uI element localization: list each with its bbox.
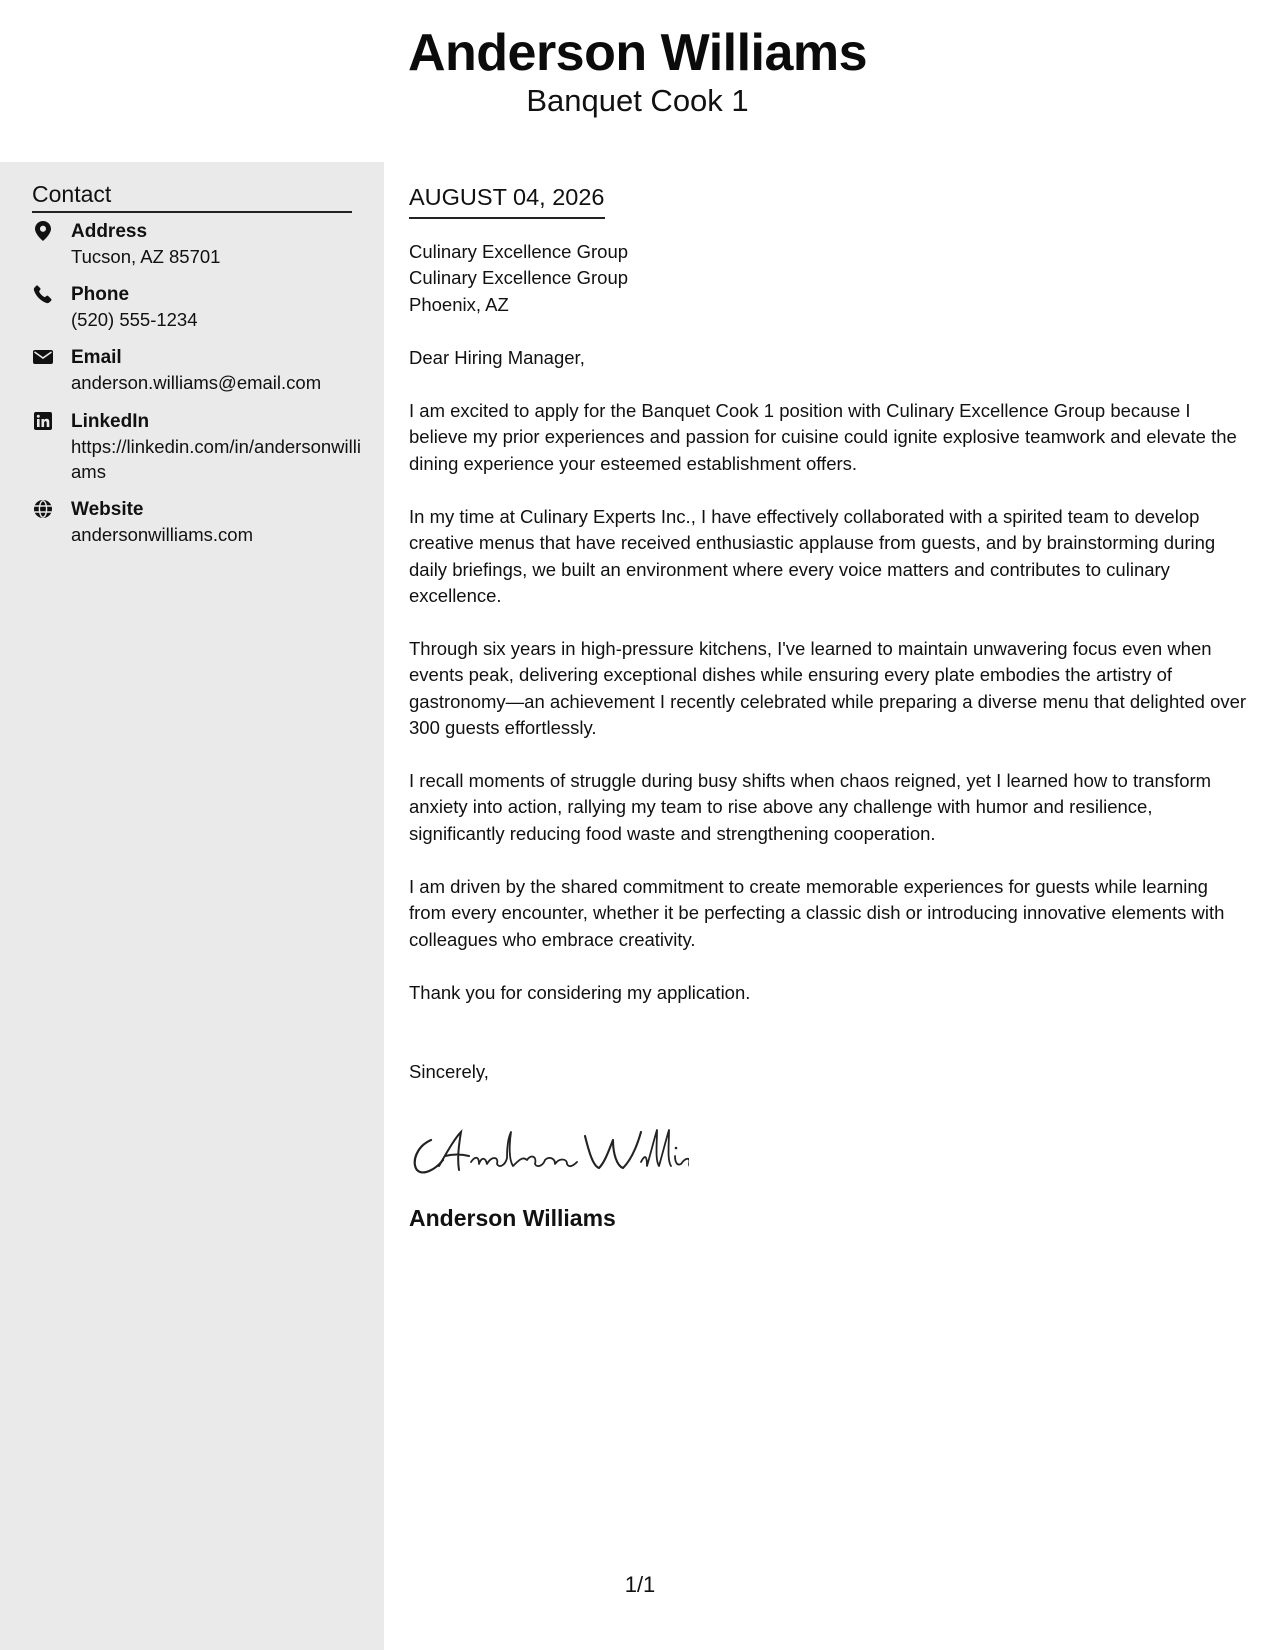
letter-header [0,0,1275,162]
applicant-name: Anderson Williams [407,24,868,82]
address-label: Address [71,221,148,242]
email-icon [32,346,54,368]
contact-sidebar [0,162,384,1650]
recipient-block [409,239,1249,318]
email-label: Email [71,347,122,368]
page-number: 1/1 [624,1572,656,1597]
linkedin-label: LinkedIn [71,411,150,432]
salutation: Dear Hiring Manager, [409,347,585,368]
closing: Sincerely, [409,1061,489,1082]
phone-value: (520) 555-1234 [71,309,198,330]
phone-label: Phone [71,284,130,305]
body-paragraph: In my time at Culinary Experts Inc., I have effectively collaborated with a spirited team to develop creative menus that have received enthusiastic applause from guests, and by brainstorming during daily briefings, we built an environment where every voice matters and contributes to culinary excellence. [409,506,1216,607]
handwritten-signature [409,1122,689,1182]
body-paragraph: I recall moments of struggle during busy shifts when chaos reigned, yet I learned how to transform anxiety into action, rallying my team to rise above any challenge with humor and resilience, significantly reducing food waste and strengthening cooperation. [409,770,1212,844]
phone-icon [32,283,54,305]
letter-date: AUGUST 04, 2026 [409,181,605,219]
job-title: Banquet Cook 1 [526,83,749,118]
signature-name: Anderson Williams [409,1205,616,1231]
linkedin-value[interactable]: https://linkedin.com/in/andersonwilliams [71,436,361,482]
email-value: anderson.williams@email.com [71,372,322,393]
website-label: Website [71,499,144,520]
recipient-line: Culinary Excellence Group [409,267,629,289]
body-paragraph: I am excited to apply for the Banquet Cook 1 position with Culinary Excellence Group because I believe my prior experiences and passion for cuisine could ignite explosive teamwork and elevate the dining experience your esteemed establishment offers. [409,400,1237,474]
linkedin-icon [32,410,54,432]
body-paragraph: Thank you for considering my application. [409,982,751,1003]
body-paragraph: Through six years in high-pressure kitchens, I've learned to maintain unwavering focus even when events peak, delivering exceptional dishes while ensuring every plate embodies the artistry of gastronomy—an achievement I recently celebrated while preparing a diverse menu that delighted over 300 guests effortlessly. [409,638,1247,739]
address-value: Tucson, AZ 85701 [71,246,221,267]
globe-icon [32,498,54,520]
contact-heading: Contact [32,178,352,213]
recipient-line: Culinary Excellence Group [409,241,629,262]
body-paragraph: I am driven by the shared commitment to create memorable experiences for guests while learning from every encounter, whether it be perfecting a classic dish or introducing innovative elements with colleagues who embrace creativity. [409,876,1225,950]
website-value[interactable]: andersonwilliams.com [71,524,253,545]
location-pin-icon [32,220,54,242]
recipient-line: Phoenix, AZ [409,293,509,315]
